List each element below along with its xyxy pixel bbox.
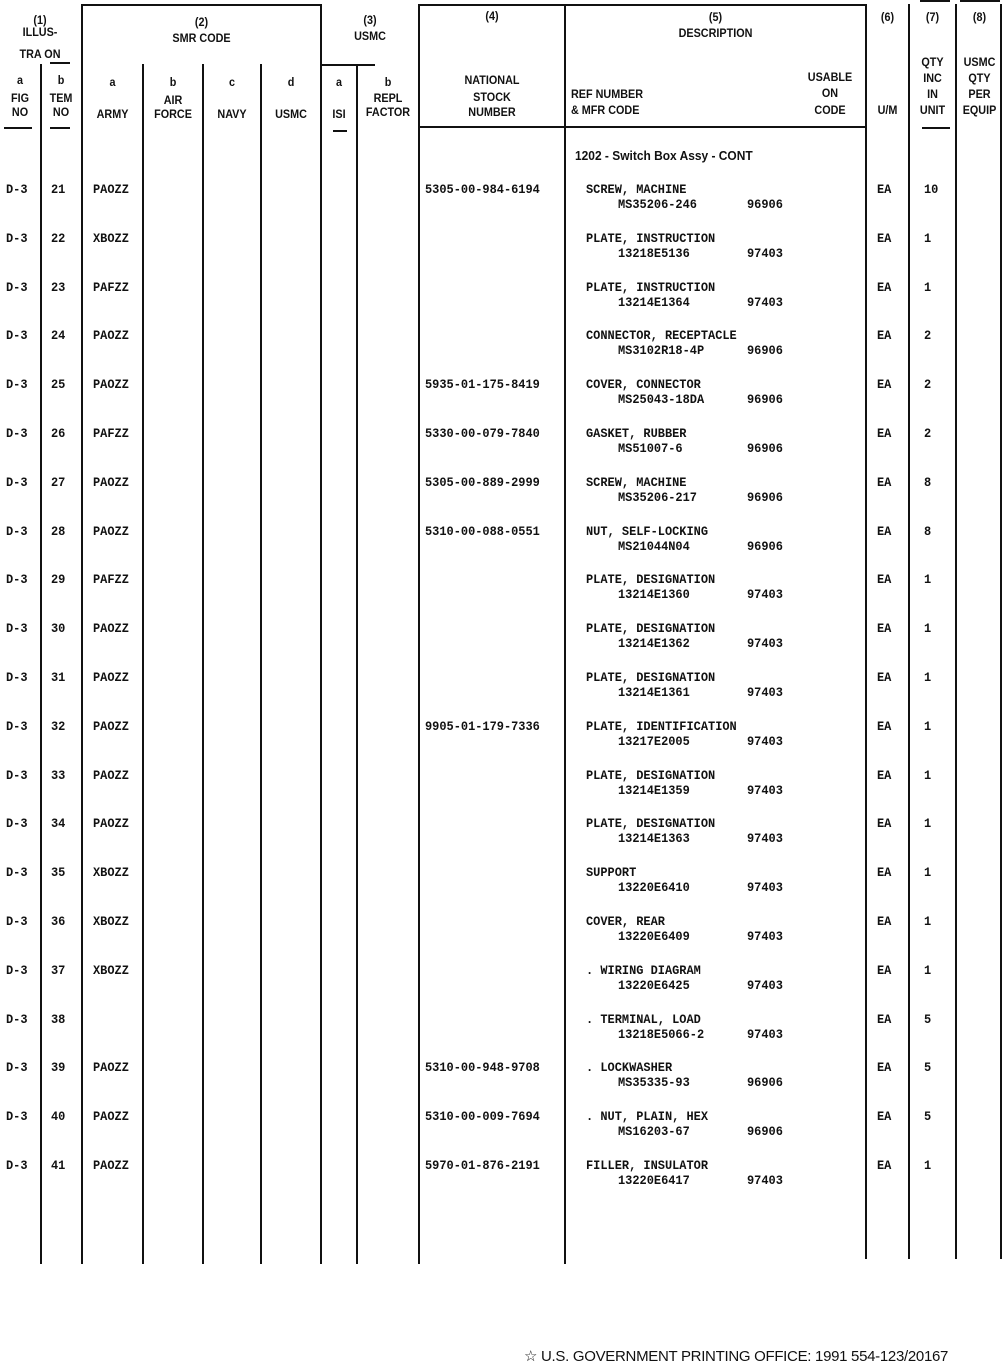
fig-no: D-3	[6, 1060, 28, 1075]
fig-no: D-3	[6, 914, 28, 929]
col5-ref2: & MFR CODE	[571, 103, 640, 117]
qty-in-unit: 1	[924, 963, 932, 978]
table-row	[0, 524, 1005, 573]
table-row	[0, 1012, 1005, 1061]
smr-code-army: PAOZZ	[93, 816, 129, 831]
table-row	[0, 475, 1005, 524]
smr-code-army: XBOZZ	[93, 231, 129, 246]
smr-code-army: PAFZZ	[93, 280, 129, 295]
ref-number: MS3102R18-4P	[618, 343, 705, 358]
description: SUPPORT	[586, 865, 637, 880]
smr-code-army: PAFZZ	[93, 426, 129, 441]
smr-code-army: PAFZZ	[93, 572, 129, 587]
col2-num: (2)	[194, 15, 209, 29]
col7-l2: INC	[923, 71, 942, 85]
smr-code-army: PAOZZ	[93, 1060, 129, 1075]
rule-h-sub-4	[333, 130, 347, 132]
smr-code-army: XBOZZ	[93, 865, 129, 880]
group-heading: 1202 - Switch Box Assy - CONT	[575, 148, 753, 163]
col7-l3: IN	[927, 87, 938, 101]
mfr-code: 97403	[747, 1027, 783, 1042]
fig-no: D-3	[6, 572, 28, 587]
table-row	[0, 816, 1005, 865]
ref-number: 13214E1362	[618, 636, 690, 651]
mfr-code: 97403	[747, 636, 783, 651]
unit-of-measure: EA	[877, 768, 892, 783]
stock-number: 5305-00-889-2999	[425, 475, 540, 490]
smr-code-army: XBOZZ	[93, 963, 129, 978]
item-no: 36	[51, 914, 66, 929]
ref-number: MS51007-6	[618, 441, 683, 456]
smr-code-army: PAOZZ	[93, 768, 129, 783]
fig-no: D-3	[6, 719, 28, 734]
item-no: 34	[51, 816, 66, 831]
unit-of-measure: EA	[877, 182, 892, 197]
unit-of-measure: EA	[877, 231, 892, 246]
fig-no: D-3	[6, 621, 28, 636]
ref-number: 13214E1359	[618, 783, 690, 798]
col5-num: (5)	[708, 10, 723, 24]
mfr-code: 97403	[747, 978, 783, 993]
col1-a: a	[16, 73, 24, 87]
stock-number: 5970-01-876-2191	[425, 1158, 540, 1173]
col7-l1: QTY	[921, 55, 944, 69]
qty-in-unit: 1	[924, 231, 932, 246]
col6-num: (6)	[880, 10, 895, 24]
table-row	[0, 182, 1005, 231]
col1-title: ILLUS-	[22, 25, 58, 39]
item-no: 29	[51, 572, 66, 587]
item-no: 39	[51, 1060, 66, 1075]
smr-code-army: PAOZZ	[93, 719, 129, 734]
col4-line3: NUMBER	[468, 105, 516, 119]
unit-of-measure: EA	[877, 1012, 892, 1027]
ref-number: MS16203-67	[618, 1124, 690, 1139]
col6-label: U/M	[877, 103, 898, 117]
description: PLATE, INSTRUCTION	[586, 280, 716, 295]
table-row	[0, 328, 1005, 377]
col5-ref1: REF NUMBER	[571, 87, 643, 101]
table-row	[0, 572, 1005, 621]
table-row	[0, 1158, 1005, 1207]
unit-of-measure: EA	[877, 1158, 892, 1173]
item-no: 30	[51, 621, 66, 636]
stock-number: 9905-01-179-7336	[425, 719, 540, 734]
ref-number: MS35335-93	[618, 1075, 690, 1090]
col2-b: b	[169, 75, 177, 89]
item-no: 33	[51, 768, 66, 783]
qty-in-unit: 1	[924, 670, 932, 685]
smr-code-army: XBOZZ	[93, 914, 129, 929]
mfr-code: 97403	[747, 587, 783, 602]
mfr-code: 97403	[747, 1173, 783, 1188]
stock-number: 5330-00-079-7840	[425, 426, 540, 441]
fig-no: D-3	[6, 231, 28, 246]
smr-code-army: PAOZZ	[93, 328, 129, 343]
col2-c-label: NAVY	[217, 107, 247, 121]
unit-of-measure: EA	[877, 719, 892, 734]
fig-no: D-3	[6, 768, 28, 783]
col3-a: a	[335, 75, 343, 89]
col2-a: a	[109, 75, 116, 89]
unit-of-measure: EA	[877, 524, 892, 539]
qty-in-unit: 1	[924, 572, 932, 587]
rule-h-sub-3	[50, 62, 70, 64]
description: CONNECTOR, RECEPTACLE	[586, 328, 737, 343]
ref-number: MS21044N04	[618, 539, 690, 554]
smr-code-army: PAOZZ	[93, 1158, 129, 1173]
mfr-code: 97403	[747, 295, 783, 310]
description: . WIRING DIAGRAM	[586, 963, 701, 978]
col3-b: b	[384, 75, 392, 89]
mfr-code: 96906	[747, 539, 783, 554]
table-row	[0, 719, 1005, 768]
unit-of-measure: EA	[877, 1060, 892, 1075]
col2-d-label: USMC	[275, 107, 307, 121]
item-no: 22	[51, 231, 66, 246]
col7-num: (7)	[925, 10, 940, 24]
description: PLATE, INSTRUCTION	[586, 231, 716, 246]
mfr-code: 97403	[747, 783, 783, 798]
qty-in-unit: 1	[924, 1158, 932, 1173]
item-no: 35	[51, 865, 66, 880]
col5-usable1: USABLE	[807, 70, 853, 84]
qty-in-unit: 1	[924, 280, 932, 295]
table-row	[0, 914, 1005, 963]
mfr-code: 97403	[747, 880, 783, 895]
table-row	[0, 621, 1005, 670]
col8-l2: QTY	[968, 71, 991, 85]
qty-in-unit: 2	[924, 377, 932, 392]
mfr-code: 97403	[747, 831, 783, 846]
col2-a-label: ARMY	[96, 107, 129, 121]
qty-in-unit: 2	[924, 328, 932, 343]
rule-h-top-3	[920, 0, 950, 2]
unit-of-measure: EA	[877, 377, 892, 392]
description: . NUT, PLAIN, HEX	[586, 1109, 709, 1124]
ref-number: MS25043-18DA	[618, 392, 705, 407]
unit-of-measure: EA	[877, 328, 892, 343]
fig-no: D-3	[6, 377, 28, 392]
qty-in-unit: 1	[924, 865, 932, 880]
mfr-code: 96906	[747, 441, 783, 456]
description: PLATE, DESIGNATION	[586, 621, 716, 636]
table-row	[0, 1060, 1005, 1109]
ref-number: 13220E6417	[618, 1173, 690, 1188]
item-no: 28	[51, 524, 66, 539]
col8-num: (8)	[972, 10, 987, 24]
col2-b-label2: FORCE	[154, 107, 192, 121]
description: SCREW, MACHINE	[586, 475, 687, 490]
rule-h-header-bottom	[418, 126, 866, 128]
item-no: 21	[51, 182, 66, 197]
unit-of-measure: EA	[877, 1109, 892, 1124]
fig-no: D-3	[6, 670, 28, 685]
table-row	[0, 865, 1005, 914]
ref-number: MS35206-217	[618, 490, 697, 505]
item-no: 31	[51, 670, 66, 685]
mfr-code: 96906	[747, 1124, 783, 1139]
mfr-code: 97403	[747, 734, 783, 749]
col1-b-no: NO	[52, 105, 70, 119]
qty-in-unit: 1	[924, 914, 932, 929]
fig-no: D-3	[6, 182, 28, 197]
col1-b-item: TEM	[49, 91, 73, 105]
qty-in-unit: 5	[924, 1012, 932, 1027]
table-row	[0, 426, 1005, 475]
col8-l1: USMC	[963, 55, 996, 69]
item-no: 26	[51, 426, 66, 441]
rule-h-top-1	[81, 4, 322, 6]
ref-number: 13220E6409	[618, 929, 690, 944]
table-row	[0, 1109, 1005, 1158]
ref-number: 13220E6425	[618, 978, 690, 993]
rule-h-top-2	[418, 4, 866, 6]
smr-code-army: PAOZZ	[93, 524, 129, 539]
col1-b: b	[57, 73, 65, 87]
ref-number: 13214E1360	[618, 587, 690, 602]
unit-of-measure: EA	[877, 572, 892, 587]
col3-b-label2: FACTOR	[365, 105, 411, 119]
fig-no: D-3	[6, 1012, 28, 1027]
fig-no: D-3	[6, 426, 28, 441]
stock-number: 5935-01-175-8419	[425, 377, 540, 392]
rule-h-sub-2	[50, 127, 70, 129]
stock-number: 5310-00-009-7694	[425, 1109, 540, 1124]
qty-in-unit: 5	[924, 1109, 932, 1124]
smr-code-army: PAOZZ	[93, 1109, 129, 1124]
qty-in-unit: 5	[924, 1060, 932, 1075]
unit-of-measure: EA	[877, 816, 892, 831]
col2-b-label1: AIR	[163, 93, 183, 107]
ref-number: 13220E6410	[618, 880, 690, 895]
qty-in-unit: 1	[924, 719, 932, 734]
rule-h-sub-1	[4, 127, 32, 129]
description: FILLER, INSULATOR	[586, 1158, 709, 1173]
qty-in-unit: 1	[924, 768, 932, 783]
mfr-code: 96906	[747, 490, 783, 505]
smr-code-army: PAOZZ	[93, 670, 129, 685]
description: NUT, SELF-LOCKING	[586, 524, 709, 539]
unit-of-measure: EA	[877, 963, 892, 978]
qty-in-unit: 8	[924, 524, 932, 539]
item-no: 27	[51, 475, 66, 490]
ref-number: 13218E5136	[618, 246, 690, 261]
col4-line2: STOCK	[473, 90, 511, 104]
ref-number: MS35206-246	[618, 197, 697, 212]
ref-number: 13217E2005	[618, 734, 690, 749]
stock-number: 5305-00-984-6194	[425, 182, 540, 197]
qty-in-unit: 10	[924, 182, 939, 197]
col1-a-fig: FIG	[11, 91, 29, 105]
description: SCREW, MACHINE	[586, 182, 687, 197]
description: PLATE, DESIGNATION	[586, 768, 716, 783]
col8-l3: PER	[968, 87, 991, 101]
table-row	[0, 768, 1005, 817]
table-row	[0, 963, 1005, 1012]
mfr-code: 96906	[747, 1075, 783, 1090]
unit-of-measure: EA	[877, 670, 892, 685]
item-no: 40	[51, 1109, 66, 1124]
smr-code-army: PAOZZ	[93, 377, 129, 392]
description: GASKET, RUBBER	[586, 426, 687, 441]
smr-code-army: PAOZZ	[93, 621, 129, 636]
rule-h-top-4	[960, 0, 1000, 2]
description: COVER, CONNECTOR	[586, 377, 701, 392]
item-no: 38	[51, 1012, 66, 1027]
col1-num: (1)	[33, 13, 47, 27]
fig-no: D-3	[6, 524, 28, 539]
stock-number: 5310-00-088-0551	[425, 524, 540, 539]
qty-in-unit: 2	[924, 426, 932, 441]
fig-no: D-3	[6, 963, 28, 978]
col5-title: DESCRIPTION	[678, 26, 753, 40]
fig-no: D-3	[6, 475, 28, 490]
col4-line1: NATIONAL	[464, 73, 520, 87]
unit-of-measure: EA	[877, 621, 892, 636]
unit-of-measure: EA	[877, 865, 892, 880]
unit-of-measure: EA	[877, 280, 892, 295]
fig-no: D-3	[6, 1109, 28, 1124]
fig-no: D-3	[6, 816, 28, 831]
col1-a-no: NO	[11, 105, 29, 119]
col2-c: c	[228, 75, 236, 89]
fig-no: D-3	[6, 1158, 28, 1173]
col3-title: USMC	[354, 29, 386, 43]
table-row	[0, 670, 1005, 719]
description: PLATE, DESIGNATION	[586, 816, 716, 831]
mfr-code: 97403	[747, 246, 783, 261]
smr-code-army: PAOZZ	[93, 475, 129, 490]
ref-number: 13214E1363	[618, 831, 690, 846]
stock-number: 5310-00-948-9708	[425, 1060, 540, 1075]
ref-number: 13214E1361	[618, 685, 690, 700]
unit-of-measure: EA	[877, 426, 892, 441]
rule-h-usmc	[320, 64, 375, 66]
ref-number: 13218E5066-2	[618, 1027, 705, 1042]
ref-number: 13214E1364	[618, 295, 690, 310]
description: PLATE, DESIGNATION	[586, 670, 716, 685]
table-row	[0, 231, 1005, 280]
item-no: 23	[51, 280, 66, 295]
col7-l4: UNIT	[919, 103, 946, 117]
item-no: 41	[51, 1158, 66, 1173]
col4-num: (4)	[485, 9, 499, 23]
fig-no: D-3	[6, 280, 28, 295]
col5-usable2: ON	[821, 86, 839, 100]
col2-title: SMR CODE	[172, 31, 231, 45]
mfr-code: 96906	[747, 392, 783, 407]
printing-office-footer: ☆ U.S. GOVERNMENT PRINTING OFFICE: 1991 554-123/20167	[524, 1348, 949, 1365]
fig-no: D-3	[6, 865, 28, 880]
col2-d: d	[287, 75, 295, 89]
mfr-code: 97403	[747, 685, 783, 700]
mfr-code: 96906	[747, 343, 783, 358]
mfr-code: 97403	[747, 929, 783, 944]
description: . LOCKWASHER	[586, 1060, 673, 1075]
unit-of-measure: EA	[877, 914, 892, 929]
table-row	[0, 377, 1005, 426]
col1-title2: TRA ON	[19, 47, 61, 61]
col3-b-label1: REPL	[373, 91, 403, 105]
description: PLATE, DESIGNATION	[586, 572, 716, 587]
qty-in-unit: 1	[924, 621, 932, 636]
unit-of-measure: EA	[877, 475, 892, 490]
item-no: 32	[51, 719, 66, 734]
col3-num: (3)	[363, 13, 377, 27]
mfr-code: 96906	[747, 197, 783, 212]
table-row	[0, 280, 1005, 329]
col5-usable3: CODE	[814, 103, 846, 117]
item-no: 37	[51, 963, 66, 978]
item-no: 25	[51, 377, 66, 392]
description: COVER, REAR	[586, 914, 665, 929]
qty-in-unit: 1	[924, 816, 932, 831]
qty-in-unit: 8	[924, 475, 932, 490]
col3-a-label: ISI	[332, 107, 346, 121]
col8-l4: EQUIP	[962, 103, 997, 117]
description: PLATE, IDENTIFICATION	[586, 719, 737, 734]
item-no: 24	[51, 328, 66, 343]
description: . TERMINAL, LOAD	[586, 1012, 701, 1027]
rule-h-sub-5	[922, 127, 950, 129]
fig-no: D-3	[6, 328, 28, 343]
smr-code-army: PAOZZ	[93, 182, 129, 197]
